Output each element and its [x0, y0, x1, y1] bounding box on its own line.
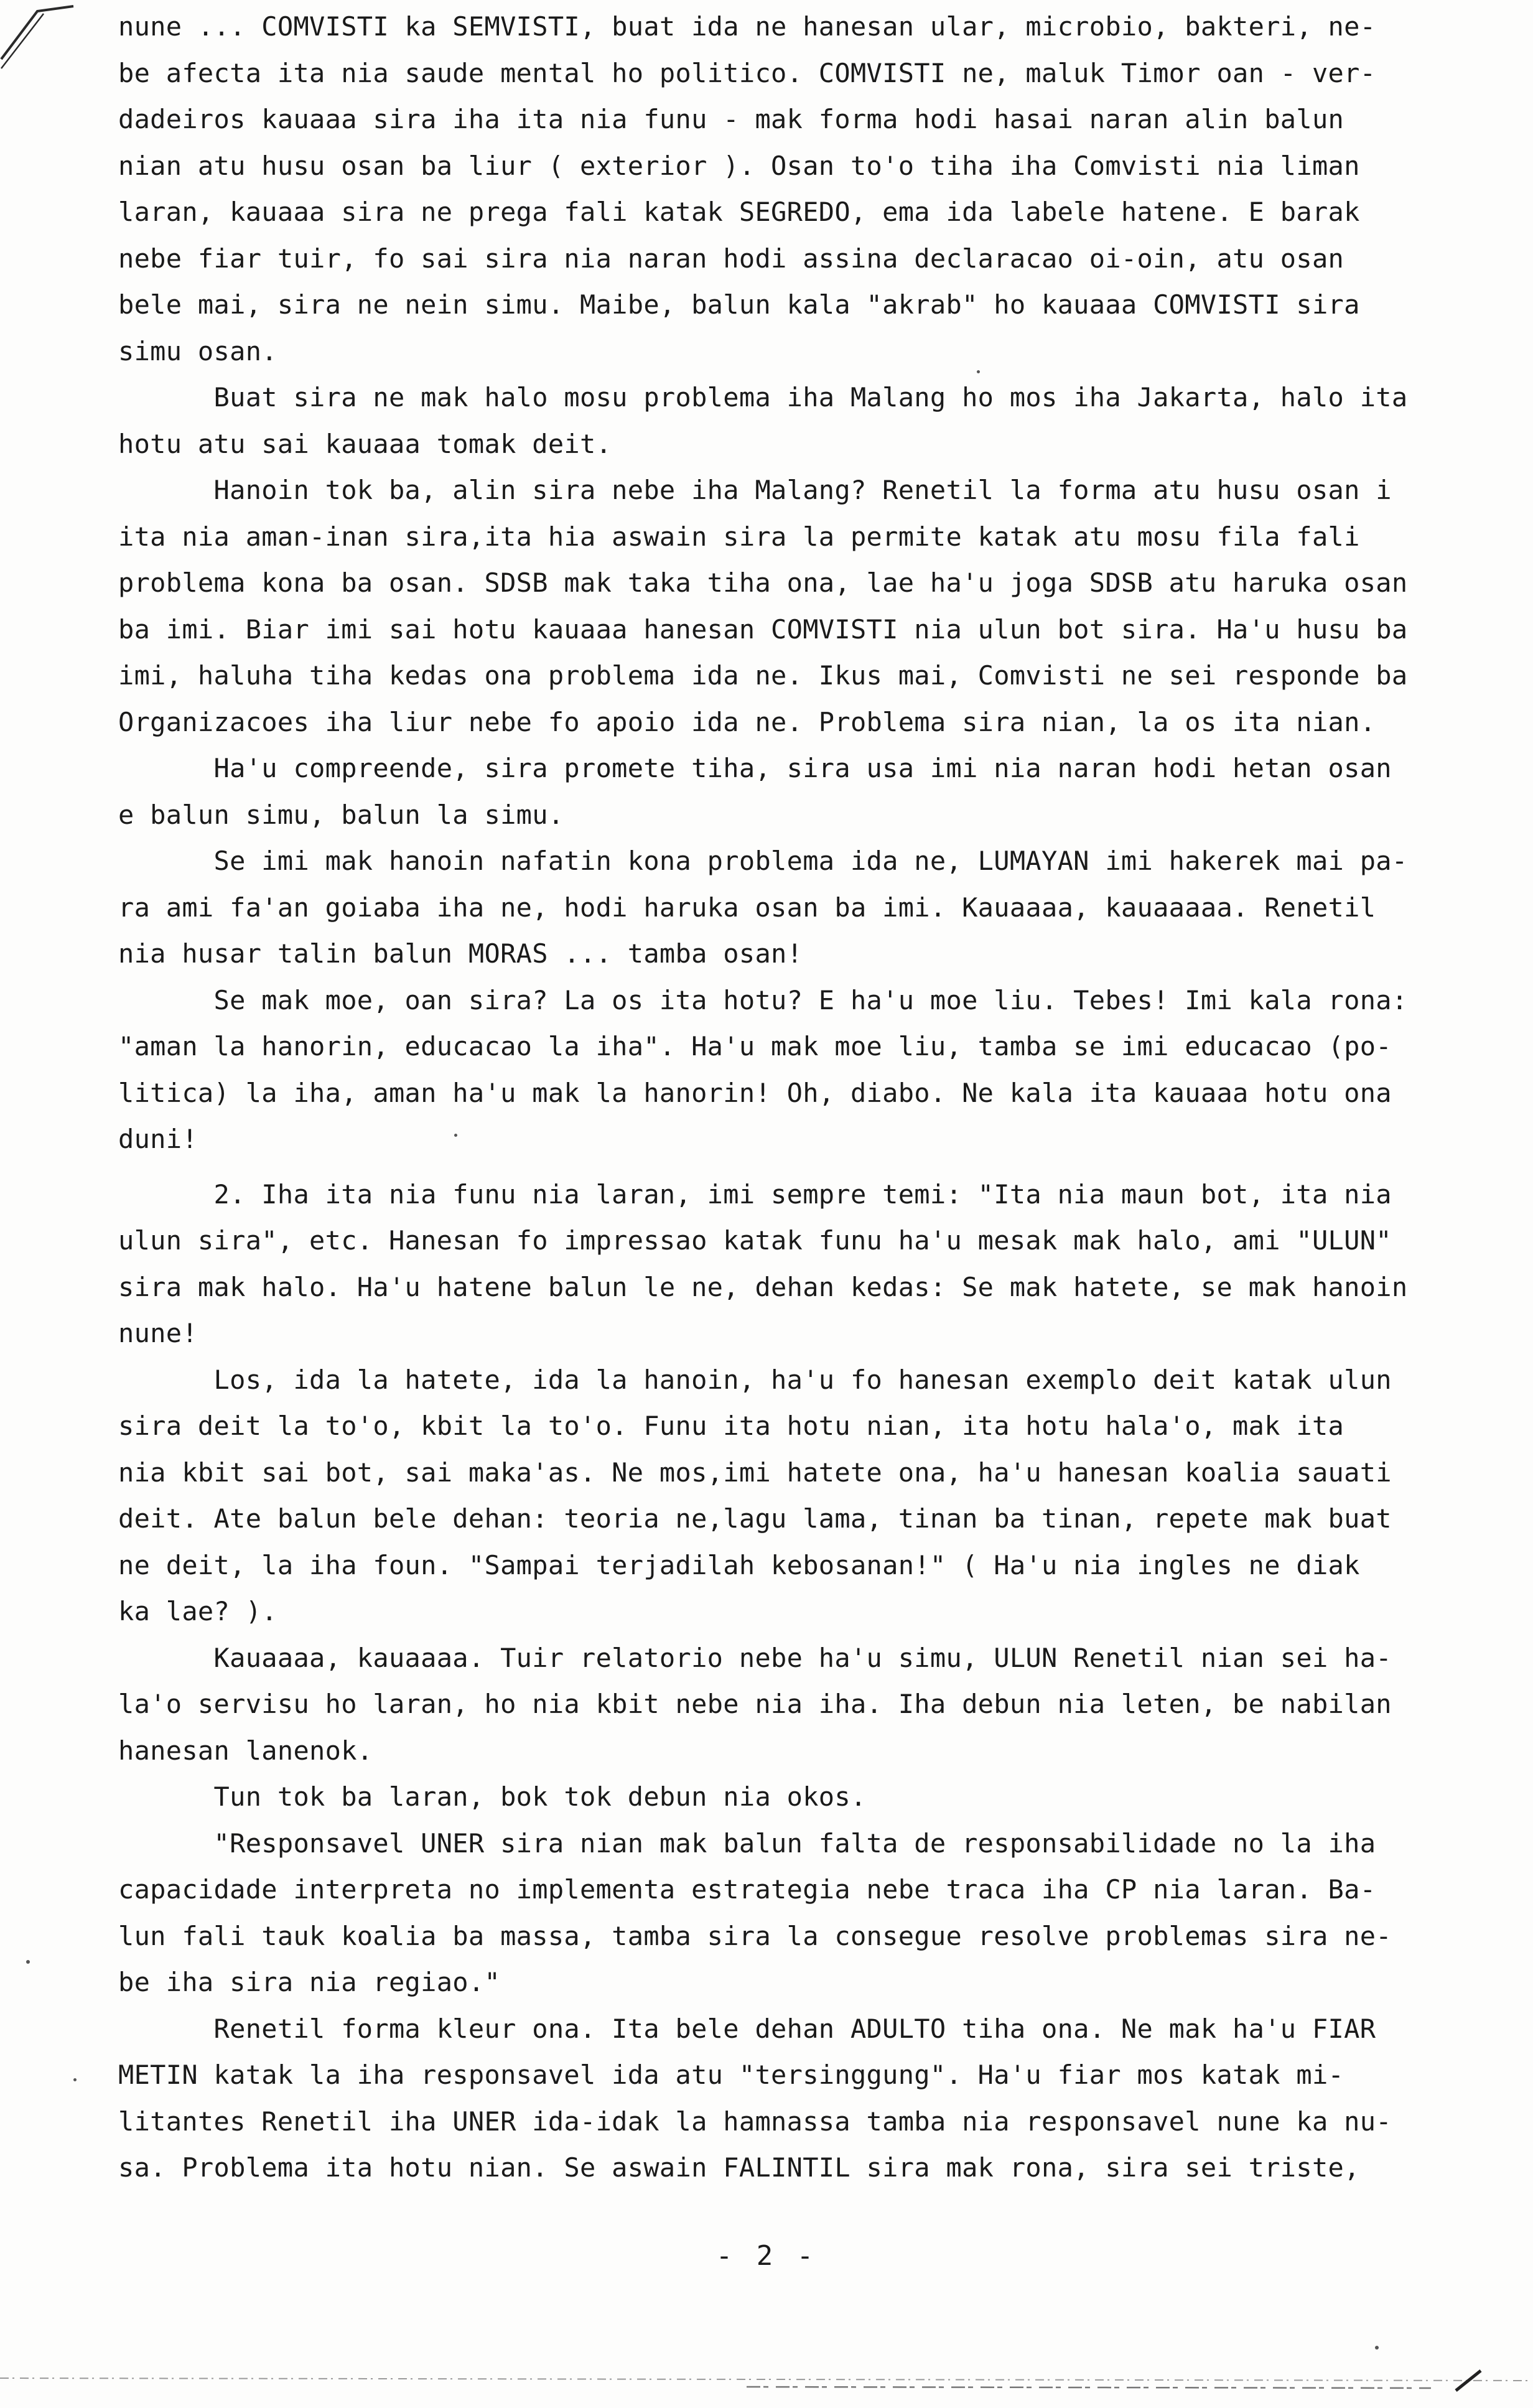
text-line: e balun simu, balun la simu. [118, 799, 564, 830]
text-line: la'o servisu ho laran, ho nia kbit nebe nia iha. Iha debun nia leten, be nabilan [118, 1689, 1392, 1719]
text-line: lun fali tauk koalia ba massa, tamba sira la consegue resolve problemas sira ne- [118, 1920, 1392, 1951]
text-line: be iha sira nia regiao." [118, 1967, 501, 1997]
text-line: be afecta ita nia saude mental ho politico. COMVISTI ne, maluk Timor oan - ver- [118, 57, 1376, 88]
text-line: Buat sira ne mak halo mosu problema iha Malang ho mos iha Jakarta, halo ita [118, 382, 1408, 413]
text-line: nebe fiar tuir, fo sai sira nia naran hodi assina declaracao oi-oin, atu osan [118, 243, 1344, 274]
bottom-scan-artifact [0, 2358, 1533, 2402]
text-line: ra ami fa'an goiaba iha ne, hodi haruka osan ba imi. Kauaaaa, kauaaaaa. Renetil [118, 892, 1376, 923]
text-line: Se imi mak hanoin nafatin kona problema ida ne, LUMAYAN imi hakerek mai pa- [118, 846, 1408, 876]
text-line: Ha'u compreende, sira promete tiha, sira usa imi nia naran hodi hetan osan [118, 753, 1392, 783]
text-line: laran, kauaaa sira ne prega fali katak SEGREDO, ema ida labele hatene. E barak [118, 197, 1360, 227]
text-line: dadeiros kauaaa sira iha ita nia funu - mak forma hodi hasai naran alin balun [118, 104, 1344, 134]
text-line: hanesan lanenok. [118, 1735, 373, 1766]
text-line: ita nia aman-inan sira,ita hia aswain sira la permite katak atu mosu fila fali [118, 521, 1360, 552]
text-line: ulun sira", etc. Hanesan fo impressao katak funu ha'u mesak mak halo, ami "ULUN" [118, 1225, 1392, 1256]
text-line: ne deit, la iha foun. "Sampai terjadilah kebosanan!" ( Ha'u nia ingles ne diak [118, 1549, 1360, 1580]
text-line: litica) la iha, aman ha'u mak la hanorin! Oh, diabo. Ne kala ita kauaaa hotu ona [118, 1077, 1392, 1108]
text-line: deit. Ate balun bele dehan: teoria ne,lagu lama, tinan ba tinan, repete mak buat [118, 1503, 1392, 1534]
document-body [118, 4, 1475, 2191]
text-line: "Responsavel UNER sira nian mak balun falta de responsabilidade no la iha [118, 1827, 1376, 1859]
text-line: Tun tok ba laran, bok tok debun nia okos. [118, 1781, 867, 1812]
text-line: ba imi. Biar imi sai hotu kauaaa hanesan COMVISTI nia ulun bot sira. Ha'u husu ba [118, 614, 1408, 645]
text-line: 2. Iha ita nia funu nia laran, imi sempre temi: "Ita nia maun bot, ita nia [118, 1178, 1392, 1210]
scan-speck [454, 1134, 457, 1137]
scan-speck [977, 370, 980, 373]
text-line: nian atu husu osan ba liur ( exterior ). Osan to'o tiha iha Comvisti nia liman [118, 150, 1360, 181]
text-line: Hanoin tok ba, alin sira nebe iha Malang? Renetil la forma atu husu osan i [118, 475, 1392, 505]
text-line: nune ... COMVISTI ka SEMVISTI, buat ida ne hanesan ular, microbio, bakteri, ne- [118, 11, 1376, 42]
paragraph-gap [118, 1163, 1475, 1172]
text-line: problema kona ba osan. SDSB mak taka tiha ona, lae ha'u joga SDSB atu haruka osan [118, 567, 1408, 598]
text-line: Kauaaaa, kauaaaa. Tuir relatorio nebe ha'u simu, ULUN Renetil nian sei ha- [118, 1642, 1392, 1673]
text-line: Se mak moe, oan sira? La os ita hotu? E ha'u moe liu. Tebes! Imi kala rona: [118, 984, 1408, 1015]
text-line: nune! [118, 1318, 198, 1348]
text-line: Organizacoes iha liur nebe fo apoio ida ne. Problema sira nian, la os ita nian. [118, 706, 1376, 737]
text-line: nia husar talin balun MORAS ... tamba osan! [118, 938, 803, 969]
scan-speck [1375, 2346, 1379, 2350]
text-line: sira deit la to'o, kbit la to'o. Funu ita hotu nian, ita hotu hala'o, mak ita [118, 1411, 1344, 1441]
text-line: "aman la hanorin, educacao la iha". Ha'u mak moe liu, tamba se imi educacao (po- [118, 1031, 1392, 1062]
text-line: duni! [118, 1124, 198, 1154]
margin-pen-stroke [0, 0, 75, 100]
text-line: Los, ida la hatete, ida la hanoin, ha'u fo hanesan exemplo deit katak ulun [118, 1364, 1392, 1395]
text-line: capacidade interpreta no implementa estrategia nebe traca iha CP nia laran. Ba- [118, 1874, 1376, 1905]
text-line: bele mai, sira ne nein simu. Maibe, balun kala "akrab" ho kauaaa COMVISTI sira [118, 289, 1360, 320]
text-line: nia kbit sai bot, sai maka'as. Ne mos,imi hatete ona, ha'u hanesan koalia sauati [118, 1457, 1392, 1488]
scan-speck [73, 2078, 77, 2081]
text-line: sira mak halo. Ha'u hatene balun le ne, dehan kedas: Se mak hatete, se mak hanoin [118, 1271, 1408, 1302]
text-line: ka lae? ). [118, 1596, 277, 1626]
text-line: simu osan. [118, 335, 277, 366]
page-number: - 2 - [715, 2240, 818, 2272]
text-line: imi, haluha tiha kedas ona problema ida ne. Ikus mai, Comvisti ne sei responde ba [118, 660, 1408, 691]
text-line: litantes Renetil iha UNER ida-idak la hamnassa tamba nia responsavel nune ka nu- [118, 2106, 1392, 2137]
text-line: Renetil forma kleur ona. Ita bele dehan ADULTO tiha ona. Ne mak ha'u FIAR [118, 2013, 1376, 2044]
text-line: sa. Problema ita hotu nian. Se aswain FALINTIL sira mak rona, sira sei triste, [118, 2152, 1360, 2183]
scan-speck [26, 1960, 30, 1964]
text-line: METIN katak la iha responsavel ida atu "tersinggung". Ha'u fiar mos katak mi- [118, 2060, 1344, 2090]
text-line: hotu atu sai kauaaa tomak deit. [118, 428, 612, 459]
